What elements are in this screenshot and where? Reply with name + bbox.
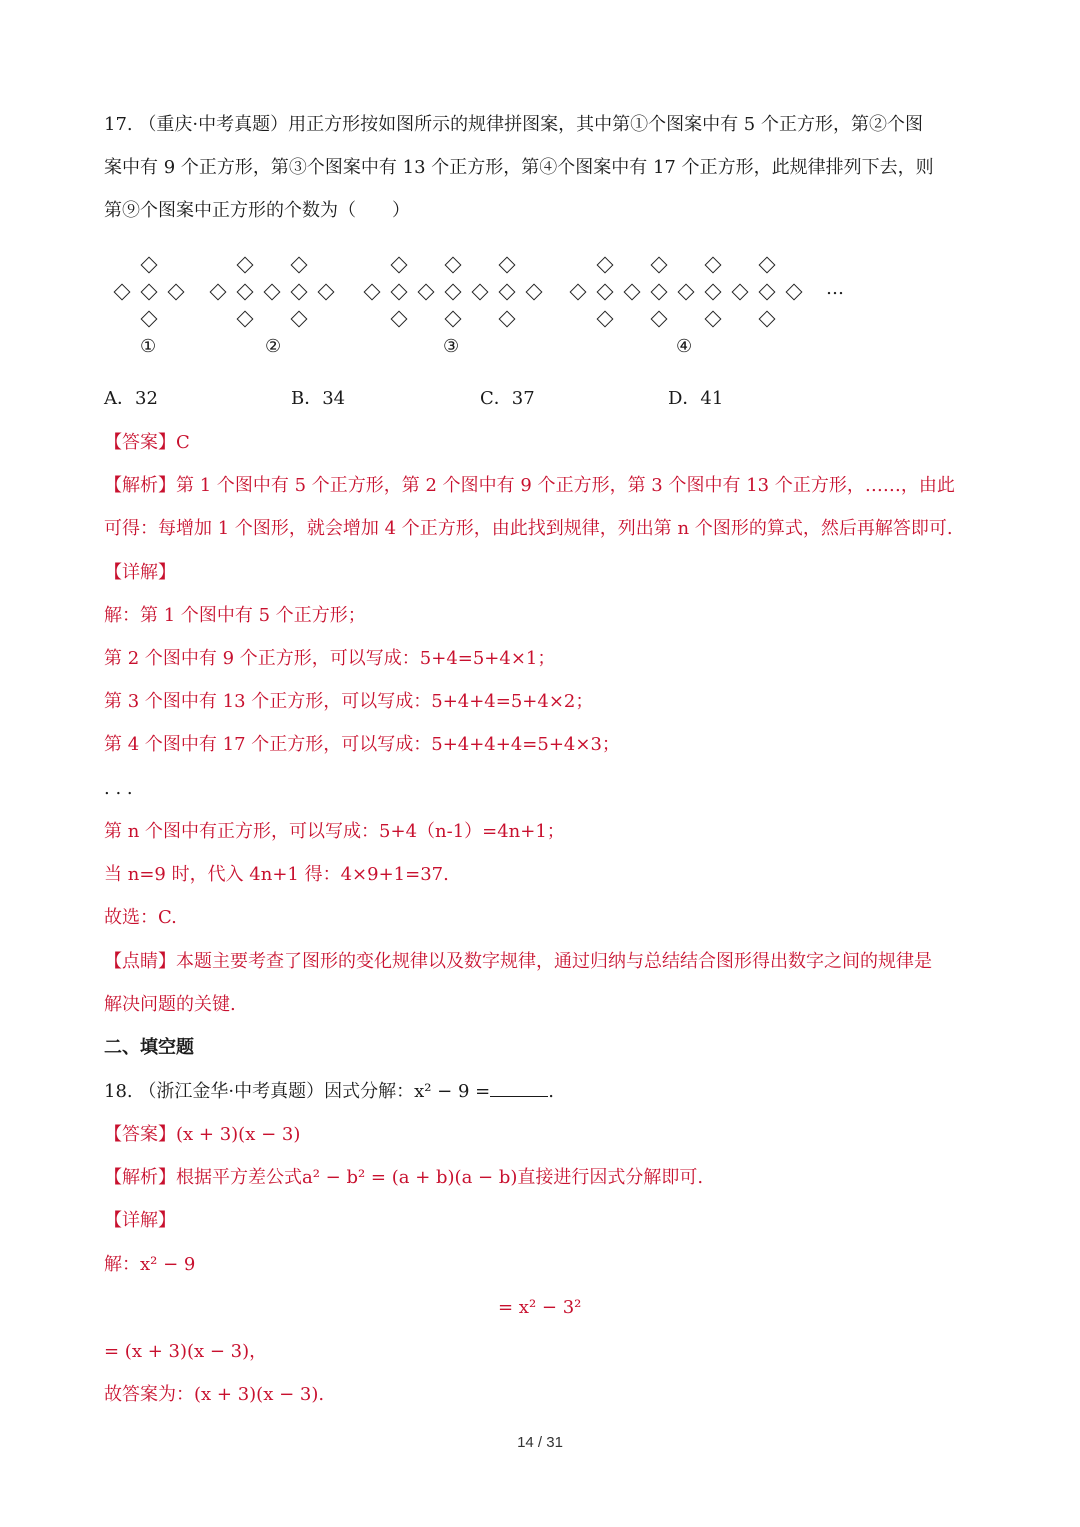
square-shape	[291, 257, 308, 274]
square-shape	[759, 284, 776, 301]
square-shape	[141, 257, 158, 274]
detail-title-18: 【详解】	[104, 1210, 176, 1231]
square-shape	[759, 257, 776, 274]
square-shape	[624, 284, 641, 301]
square-shape	[264, 284, 281, 301]
square-shape	[391, 284, 408, 301]
detail-18-step-3: = (x + 3)(x − 3)，	[104, 1341, 268, 1362]
answer-17: 【答案】C	[104, 432, 190, 453]
detail-18-step-1: 解：x² − 9	[104, 1254, 196, 1275]
square-shape	[705, 311, 722, 328]
figure-ellipsis: …	[826, 278, 844, 299]
square-shape	[237, 257, 254, 274]
square-shape	[786, 284, 803, 301]
option-d: D．41	[668, 388, 724, 409]
square-shape	[210, 284, 227, 301]
detail-17-step-2: 第 2 个图中有 9 个正方形，可以写成：5+4=5+4×1；	[104, 648, 556, 669]
square-shape	[570, 284, 587, 301]
detail-17-step-1: 解：第 1 个图中有 5 个正方形；	[104, 605, 366, 626]
square-shape	[168, 284, 185, 301]
analysis-18: 【解析】根据平方差公式a² − b² = (a + b)(a − b)直接进行因式分解即可.	[104, 1167, 704, 1188]
square-shape	[445, 284, 462, 301]
option-b: B．34	[291, 388, 346, 409]
square-shape	[141, 284, 158, 301]
question-18-text: 18. （浙江金华·中考真题）因式分解：x² − 9 =	[104, 1081, 491, 1102]
question-17-line-2: 案中有 9 个正方形，第③个图案中有 13 个正方形，第④个图案中有 17 个正方形，此规律排列下去，则	[104, 157, 934, 178]
option-a: A．32	[104, 388, 158, 409]
square-shape	[499, 311, 516, 328]
square-shape	[526, 284, 543, 301]
comment-17-line-2: 解决问题的关键.	[104, 994, 236, 1015]
figure-label-2: ②	[265, 336, 282, 357]
figure-label-3: ③	[443, 336, 460, 357]
square-shape	[651, 311, 668, 328]
detail-17-step-5: 第 n 个图中有正方形，可以写成：5+4（n-1）=4n+1；	[104, 821, 565, 842]
square-shape	[597, 257, 614, 274]
square-shape	[651, 284, 668, 301]
question-17-line-1: 17. （重庆·中考真题）用正方形按如图所示的规律拼图案，其中第①个图案中有 5 个正方形，第②个图	[104, 114, 923, 135]
detail-title-17: 【详解】	[104, 562, 176, 583]
figure-label-4: ④	[676, 336, 693, 357]
square-shape	[418, 284, 435, 301]
square-shape	[318, 284, 335, 301]
question-18-stem	[104, 1080, 554, 1103]
question-18-period: .	[548, 1081, 554, 1102]
square-shape	[759, 311, 776, 328]
square-shape	[391, 311, 408, 328]
detail-17-step-6: 当 n=9 时，代入 4n+1 得：4×9+1=37.	[104, 864, 449, 885]
square-shape	[237, 311, 254, 328]
square-shape	[597, 284, 614, 301]
answer-blank	[490, 1080, 548, 1097]
option-c: C．37	[480, 388, 535, 409]
detail-17-step-7: 故选：C.	[104, 907, 177, 928]
square-shape	[291, 284, 308, 301]
square-shape	[499, 284, 516, 301]
analysis-17-line-2: 可得：每增加 1 个图形，就会增加 4 个正方形，由此找到规律，列出第 n 个图形的算式，然后再解答即可.	[104, 518, 953, 539]
comment-17-line-1: 【点睛】本题主要考查了图形的变化规律以及数字规律，通过归纳与总结结合图形得出数字之间的规律是	[104, 951, 932, 972]
question-17-line-3: 第⑨个图案中正方形的个数为（ ）	[104, 200, 410, 221]
square-shape	[597, 311, 614, 328]
section-heading: 二、填空题	[104, 1037, 194, 1058]
detail-17-dots: . . .	[104, 778, 133, 799]
square-shape	[445, 257, 462, 274]
detail-17-step-4: 第 4 个图中有 17 个正方形，可以写成：5+4+4+4=5+4×3；	[104, 734, 620, 755]
square-shape	[291, 311, 308, 328]
square-shape	[732, 284, 749, 301]
square-shape	[364, 284, 381, 301]
square-shape	[237, 284, 254, 301]
square-shape	[678, 284, 695, 301]
square-shape	[651, 257, 668, 274]
analysis-17-line-1: 【解析】第 1 个图中有 5 个正方形，第 2 个图中有 9 个正方形，第 3 个图中有 13 个正方形，……，由此	[104, 475, 955, 496]
square-shape	[445, 311, 462, 328]
square-shape	[391, 257, 408, 274]
page-number: 14 / 31	[517, 1434, 563, 1451]
square-shape	[499, 257, 516, 274]
detail-17-step-3: 第 3 个图中有 13 个正方形，可以写成：5+4+4=5+4×2；	[104, 691, 594, 712]
detail-18-step-4: 故答案为：(x + 3)(x − 3).	[104, 1384, 325, 1405]
figure-label-1: ①	[140, 336, 157, 357]
pattern-figure	[0, 0, 1080, 380]
square-shape	[114, 284, 131, 301]
answer-18: 【答案】(x + 3)(x − 3)	[104, 1124, 301, 1145]
square-shape	[472, 284, 489, 301]
square-shape	[705, 257, 722, 274]
square-shape	[705, 284, 722, 301]
detail-18-step-2: = x² − 3²	[498, 1297, 582, 1318]
square-shape	[141, 311, 158, 328]
